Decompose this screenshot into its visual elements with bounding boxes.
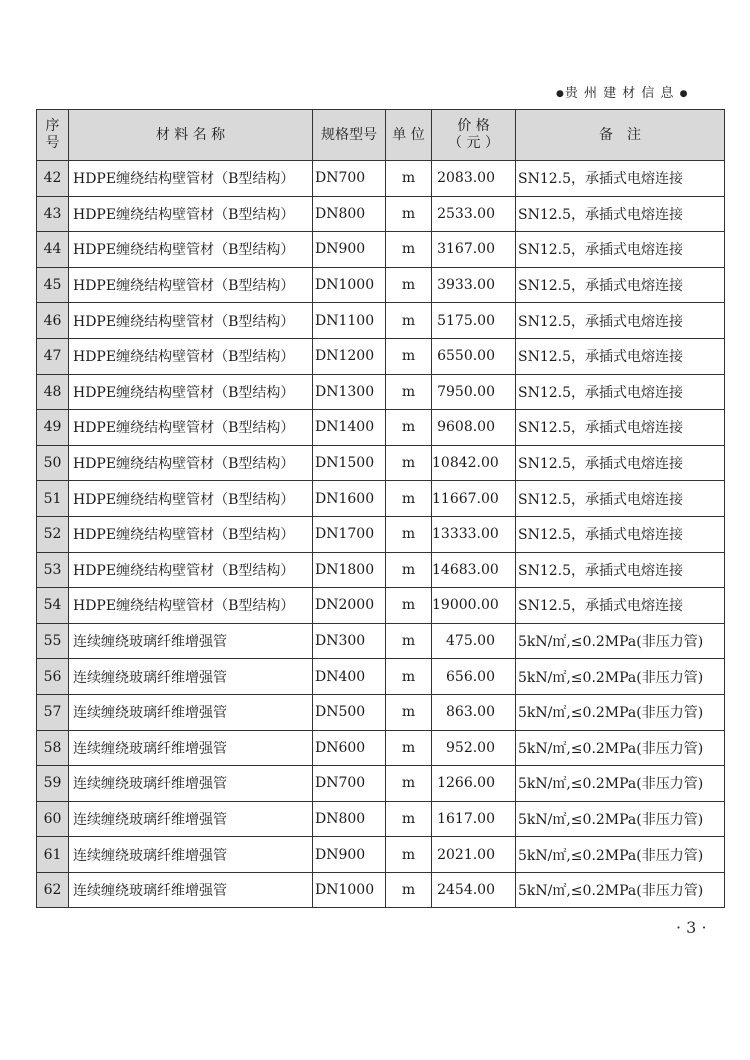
- cell-material-name: HDPE缠绕结构壁管材（B型结构）: [69, 552, 313, 588]
- cell-spec-model: DN1000: [313, 872, 386, 908]
- publication-title: 贵 州 建 材 信 息: [564, 86, 675, 101]
- header-dot-left: ●: [556, 89, 565, 99]
- cell-unit: m: [386, 837, 432, 873]
- cell-material-name: HDPE缠绕结构壁管材（B型结构）: [69, 338, 313, 374]
- cell-spec-model: DN1600: [313, 481, 386, 517]
- cell-note: SN12.5，承插式电熔连接: [516, 516, 725, 552]
- cell-note: SN12.5，承插式电熔连接: [516, 161, 725, 197]
- table-row: [37, 232, 725, 268]
- cell-material-name: 连续缠绕玻璃纤维增强管: [69, 694, 313, 730]
- col-header-price: 价 格 （ 元 ）: [432, 110, 516, 161]
- cell-row-number: 46: [37, 303, 69, 339]
- cell-unit: m: [386, 338, 432, 374]
- cell-spec-model: DN800: [313, 196, 386, 232]
- table-row: [37, 623, 725, 659]
- cell-unit: m: [386, 872, 432, 908]
- table-row: [37, 801, 725, 837]
- cell-price: 952.00: [432, 730, 516, 766]
- cell-row-number: 47: [37, 338, 69, 374]
- cell-note: SN12.5，承插式电熔连接: [516, 552, 725, 588]
- cell-material-name: HDPE缠绕结构壁管材（B型结构）: [69, 410, 313, 446]
- cell-material-name: 连续缠绕玻璃纤维增强管: [69, 766, 313, 802]
- cell-note: 5kN/㎡,≤0.2MPa(非压力管): [516, 872, 725, 908]
- cell-material-name: HDPE缠绕结构壁管材（B型结构）: [69, 374, 313, 410]
- cell-row-number: 58: [37, 730, 69, 766]
- cell-row-number: 44: [37, 232, 69, 268]
- cell-unit: m: [386, 623, 432, 659]
- cell-material-name: 连续缠绕玻璃纤维增强管: [69, 837, 313, 873]
- cell-material-name: HDPE缠绕结构壁管材（B型结构）: [69, 267, 313, 303]
- cell-note: 5kN/㎡,≤0.2MPa(非压力管): [516, 659, 725, 695]
- table-row: [37, 872, 725, 908]
- col-header-spec: 规格型号: [313, 110, 386, 161]
- cell-note: SN12.5，承插式电熔连接: [516, 588, 725, 624]
- cell-material-name: HDPE缠绕结构壁管材（B型结构）: [69, 303, 313, 339]
- cell-unit: m: [386, 801, 432, 837]
- cell-material-name: HDPE缠绕结构壁管材（B型结构）: [69, 161, 313, 197]
- cell-price: 3933.00: [432, 267, 516, 303]
- table-row: [37, 481, 725, 517]
- cell-unit: m: [386, 374, 432, 410]
- cell-price: 5175.00: [432, 303, 516, 339]
- cell-material-name: 连续缠绕玻璃纤维增强管: [69, 872, 313, 908]
- cell-spec-model: DN2000: [313, 588, 386, 624]
- price-table: [36, 109, 725, 908]
- cell-spec-model: DN1500: [313, 445, 386, 481]
- cell-unit: m: [386, 196, 432, 232]
- cell-row-number: 61: [37, 837, 69, 873]
- cell-row-number: 45: [37, 267, 69, 303]
- cell-row-number: 43: [37, 196, 69, 232]
- cell-price: 475.00: [432, 623, 516, 659]
- cell-material-name: HDPE缠绕结构壁管材（B型结构）: [69, 196, 313, 232]
- cell-material-name: HDPE缠绕结构壁管材（B型结构）: [69, 481, 313, 517]
- cell-unit: m: [386, 588, 432, 624]
- cell-row-number: 60: [37, 801, 69, 837]
- cell-note: SN12.5，承插式电熔连接: [516, 303, 725, 339]
- cell-spec-model: DN1200: [313, 338, 386, 374]
- cell-row-number: 53: [37, 552, 69, 588]
- table-row: [37, 445, 725, 481]
- cell-material-name: 连续缠绕玻璃纤维增强管: [69, 730, 313, 766]
- cell-price: 11667.00: [432, 481, 516, 517]
- cell-note: SN12.5，承插式电熔连接: [516, 445, 725, 481]
- cell-price: 9608.00: [432, 410, 516, 446]
- cell-unit: m: [386, 232, 432, 268]
- cell-unit: m: [386, 659, 432, 695]
- cell-spec-model: DN900: [313, 232, 386, 268]
- cell-unit: m: [386, 730, 432, 766]
- cell-price: 2454.00: [432, 872, 516, 908]
- cell-price: 2083.00: [432, 161, 516, 197]
- cell-note: SN12.5，承插式电熔连接: [516, 410, 725, 446]
- cell-row-number: 51: [37, 481, 69, 517]
- table-row: [37, 267, 725, 303]
- cell-unit: m: [386, 267, 432, 303]
- cell-note: SN12.5，承插式电熔连接: [516, 232, 725, 268]
- publication-header: [556, 82, 689, 101]
- table-row: [37, 516, 725, 552]
- cell-price: 863.00: [432, 694, 516, 730]
- cell-unit: m: [386, 303, 432, 339]
- cell-spec-model: DN700: [313, 766, 386, 802]
- cell-row-number: 42: [37, 161, 69, 197]
- cell-price: 19000.00: [432, 588, 516, 624]
- cell-price: 656.00: [432, 659, 516, 695]
- cell-row-number: 48: [37, 374, 69, 410]
- table-row: [37, 588, 725, 624]
- cell-row-number: 55: [37, 623, 69, 659]
- cell-material-name: HDPE缠绕结构壁管材（B型结构）: [69, 516, 313, 552]
- cell-row-number: 56: [37, 659, 69, 695]
- table-row: [37, 161, 725, 197]
- col-header-name: 材 料 名 称: [69, 110, 313, 161]
- cell-price: 2021.00: [432, 837, 516, 873]
- cell-row-number: 50: [37, 445, 69, 481]
- cell-unit: m: [386, 552, 432, 588]
- cell-price: 1266.00: [432, 766, 516, 802]
- cell-price: 7950.00: [432, 374, 516, 410]
- col-header-no: 序 号: [37, 110, 69, 161]
- cell-spec-model: DN400: [313, 659, 386, 695]
- cell-unit: m: [386, 694, 432, 730]
- col-header-unit: 单 位: [386, 110, 432, 161]
- cell-price: 10842.00: [432, 445, 516, 481]
- table-row: [37, 694, 725, 730]
- table-row: [37, 303, 725, 339]
- cell-note: 5kN/㎡,≤0.2MPa(非压力管): [516, 730, 725, 766]
- cell-material-name: HDPE缠绕结构壁管材（B型结构）: [69, 445, 313, 481]
- table-row: [37, 374, 725, 410]
- cell-note: 5kN/㎡,≤0.2MPa(非压力管): [516, 766, 725, 802]
- cell-unit: m: [386, 410, 432, 446]
- cell-material-name: 连续缠绕玻璃纤维增强管: [69, 801, 313, 837]
- cell-spec-model: DN800: [313, 801, 386, 837]
- cell-material-name: HDPE缠绕结构壁管材（B型结构）: [69, 588, 313, 624]
- cell-price: 1617.00: [432, 801, 516, 837]
- cell-unit: m: [386, 445, 432, 481]
- cell-row-number: 57: [37, 694, 69, 730]
- cell-row-number: 49: [37, 410, 69, 446]
- cell-spec-model: DN1700: [313, 516, 386, 552]
- cell-note: SN12.5，承插式电熔连接: [516, 374, 725, 410]
- table-row: [37, 659, 725, 695]
- cell-spec-model: DN300: [313, 623, 386, 659]
- cell-spec-model: DN1800: [313, 552, 386, 588]
- cell-price: 6550.00: [432, 338, 516, 374]
- cell-row-number: 59: [37, 766, 69, 802]
- cell-note: SN12.5，承插式电熔连接: [516, 267, 725, 303]
- table-row: [37, 552, 725, 588]
- cell-row-number: 54: [37, 588, 69, 624]
- cell-note: 5kN/㎡,≤0.2MPa(非压力管): [516, 801, 725, 837]
- cell-spec-model: DN1000: [313, 267, 386, 303]
- table-row: [37, 766, 725, 802]
- cell-row-number: 62: [37, 872, 69, 908]
- table-row: [37, 338, 725, 374]
- table-header-row: [37, 110, 725, 161]
- cell-price: 14683.00: [432, 552, 516, 588]
- cell-price: 2533.00: [432, 196, 516, 232]
- page-number: · 3 ·: [676, 918, 707, 937]
- cell-price: 3167.00: [432, 232, 516, 268]
- header-dot-right: ●: [679, 89, 689, 99]
- cell-note: 5kN/㎡,≤0.2MPa(非压力管): [516, 837, 725, 873]
- cell-price: 13333.00: [432, 516, 516, 552]
- cell-note: SN12.5，承插式电熔连接: [516, 338, 725, 374]
- cell-note: 5kN/㎡,≤0.2MPa(非压力管): [516, 623, 725, 659]
- col-header-note: 备 注: [516, 110, 725, 161]
- cell-spec-model: DN500: [313, 694, 386, 730]
- cell-unit: m: [386, 766, 432, 802]
- cell-unit: m: [386, 161, 432, 197]
- cell-material-name: 连续缠绕玻璃纤维增强管: [69, 623, 313, 659]
- cell-row-number: 52: [37, 516, 69, 552]
- cell-material-name: HDPE缠绕结构壁管材（B型结构）: [69, 232, 313, 268]
- cell-note: SN12.5，承插式电熔连接: [516, 481, 725, 517]
- cell-spec-model: DN900: [313, 837, 386, 873]
- table-row: [37, 837, 725, 873]
- cell-spec-model: DN1100: [313, 303, 386, 339]
- cell-spec-model: DN600: [313, 730, 386, 766]
- cell-unit: m: [386, 516, 432, 552]
- table-row: [37, 730, 725, 766]
- cell-note: 5kN/㎡,≤0.2MPa(非压力管): [516, 694, 725, 730]
- table-row: [37, 410, 725, 446]
- cell-unit: m: [386, 481, 432, 517]
- cell-material-name: 连续缠绕玻璃纤维增强管: [69, 659, 313, 695]
- cell-spec-model: DN1300: [313, 374, 386, 410]
- cell-spec-model: DN1400: [313, 410, 386, 446]
- cell-spec-model: DN700: [313, 161, 386, 197]
- cell-note: SN12.5，承插式电熔连接: [516, 196, 725, 232]
- table-row: [37, 196, 725, 232]
